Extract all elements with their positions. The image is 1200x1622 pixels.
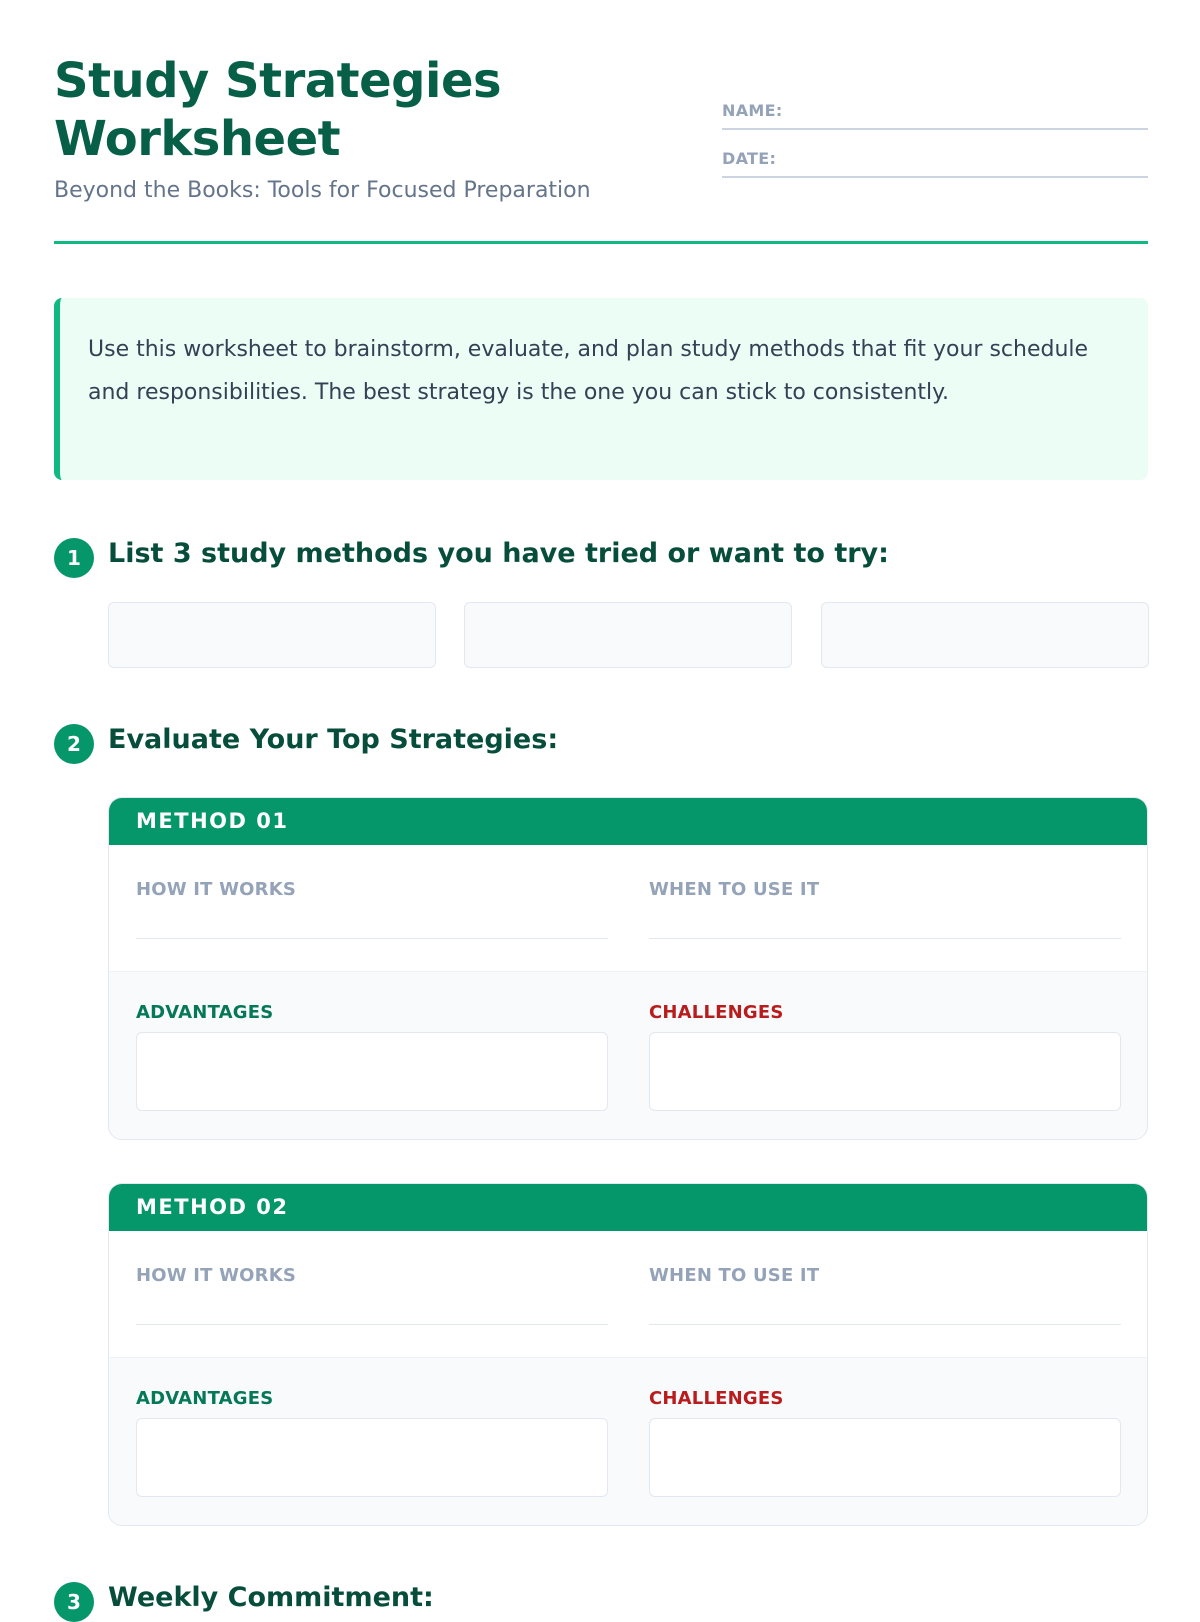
date-label: DATE: (722, 149, 777, 168)
method-card-1 (108, 797, 1148, 1140)
name-label: NAME: (722, 101, 783, 120)
when-to-use-label: WHEN TO USE IT (649, 1265, 820, 1286)
page-subtitle: Beyond the Books: Tools for Focused Preparation (54, 178, 591, 203)
method-input-2[interactable] (464, 602, 792, 668)
when-to-use-label: WHEN TO USE IT (649, 879, 820, 900)
challenges-label: CHALLENGES (649, 1002, 784, 1023)
method-card-2 (108, 1183, 1148, 1526)
section-title: List 3 study methods you have tried or want to try: (108, 538, 889, 569)
method-card-title: METHOD 02 (109, 1184, 1147, 1231)
advantages-label: ADVANTAGES (136, 1002, 274, 1023)
method-card-details (109, 845, 1147, 971)
advantages-label: ADVANTAGES (136, 1388, 274, 1409)
method-input-3[interactable] (821, 602, 1149, 668)
section-title: Evaluate Your Top Strategies: (108, 724, 559, 755)
section-title: Weekly Commitment: (108, 1582, 434, 1613)
method-card-evaluation (109, 1357, 1147, 1526)
method-card-evaluation (109, 971, 1147, 1140)
challenges-label: CHALLENGES (649, 1388, 784, 1409)
method-input-1[interactable] (108, 602, 436, 668)
header-divider (54, 241, 1148, 244)
date-field[interactable] (722, 146, 1148, 178)
method-card-title: METHOD 01 (109, 798, 1147, 845)
name-field[interactable] (722, 98, 1148, 130)
how-it-works-label: HOW IT WORKS (136, 879, 297, 900)
challenges-box[interactable] (649, 1032, 1121, 1111)
advantages-box[interactable] (136, 1032, 608, 1111)
page-title: Study Strategies Worksheet (54, 53, 502, 167)
when-to-use-line[interactable] (649, 938, 1121, 939)
when-to-use-line[interactable] (649, 1324, 1121, 1325)
how-it-works-line[interactable] (136, 1324, 608, 1325)
step-number-badge: 1 (54, 538, 94, 578)
intro-text: Use this worksheet to brainstorm, evaluate, and plan study methods that fit your schedule and responsibilities. The best strategy is the one you can stick to consistently. (88, 337, 1089, 405)
step-number-badge: 3 (54, 1582, 94, 1622)
intro-callout (54, 298, 1148, 480)
how-it-works-label: HOW IT WORKS (136, 1265, 297, 1286)
how-it-works-line[interactable] (136, 938, 608, 939)
method-card-details (109, 1231, 1147, 1357)
step-number-badge: 2 (54, 724, 94, 764)
advantages-box[interactable] (136, 1418, 608, 1497)
challenges-box[interactable] (649, 1418, 1121, 1497)
